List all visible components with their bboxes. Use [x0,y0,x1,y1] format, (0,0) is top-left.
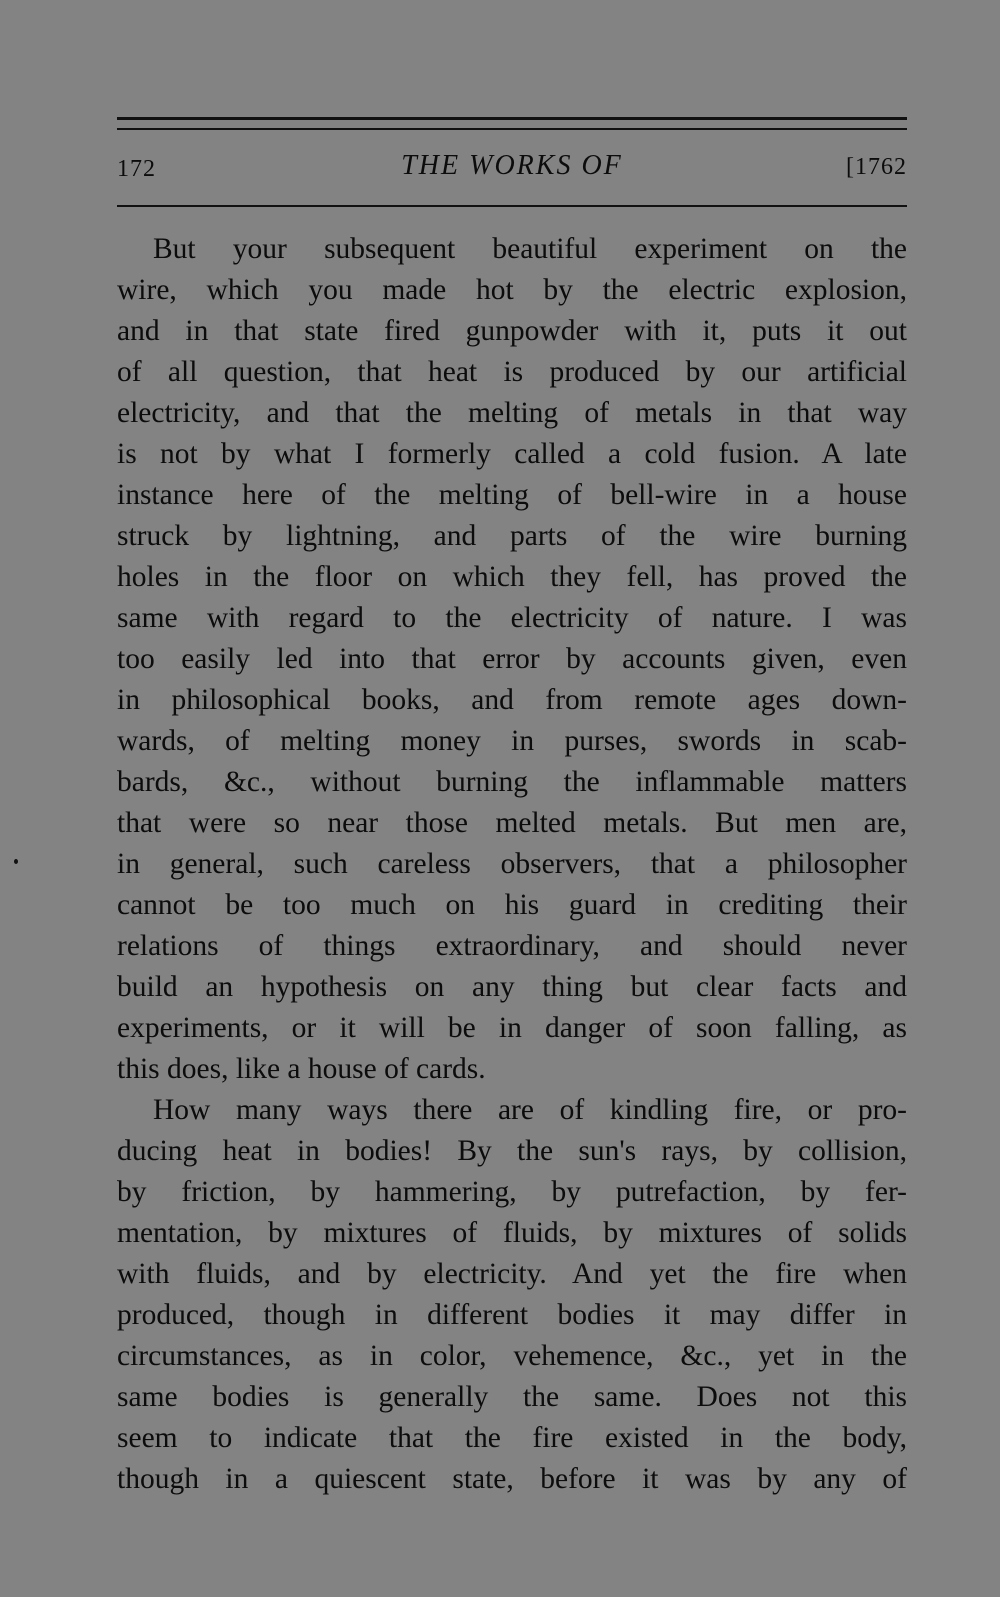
running-year: [1762 [846,154,907,180]
header-rule-second [117,128,907,130]
text-line: struck by lightning, and parts of the wire burning [117,520,907,552]
text-line: But your subsequent beautiful experiment on the [153,233,907,265]
text-line: cannot be too much on his guard in crediting their [117,889,907,921]
text-line: in general, such careless observers, that a philosopher [117,848,907,880]
text-line: electricity, and that the melting of metals in that way [117,397,907,429]
text-line: instance here of the melting of bell-wire in a house [117,479,907,511]
running-title: THE WORKS OF [401,150,623,181]
body-text [117,229,907,1500]
text-line: same bodies is generally the same. Does not this [117,1381,907,1413]
margin-speck [14,859,18,864]
text-line: same with regard to the electricity of nature. I was [117,602,907,634]
paragraph-1 [117,229,907,1090]
text-line: is not by what I formerly called a cold fusion. A late [117,438,907,470]
text-line: and in that state fired gunpowder with it, puts it out [117,315,907,347]
text-line: wards, of melting money in purses, swords in scab- [117,725,907,757]
running-head [117,150,907,190]
text-line: with fluids, and by electricity. And yet the fire when [117,1258,907,1290]
text-line: build an hypothesis on any thing but clear facts and [117,971,907,1003]
text-line: that were so near those melted metals. But men are, [117,807,907,839]
text-line: mentation, by mixtures of fluids, by mixtures of solids [117,1217,907,1249]
text-line: too easily led into that error by accounts given, even [117,643,907,675]
page-number: 172 [117,156,156,182]
text-line: experiments, or it will be in danger of soon falling, as [117,1012,907,1044]
header-rule-top [117,117,907,120]
text-line: bards, &c., without burning the inflammable matters [117,766,907,798]
text-line: circumstances, as in color, vehemence, &c., yet in the [117,1340,907,1372]
text-line: in philosophical books, and from remote ages down- [117,684,907,716]
header-rule-bottom [117,205,907,207]
text-line: How many ways there are of kindling fire, or pro- [153,1094,907,1126]
text-line: seem to indicate that the fire existed in the body, [117,1422,907,1454]
text-line: by friction, by hammering, by putrefaction, by fer- [117,1176,907,1208]
text-line: wire, which you made hot by the electric explosion, [117,274,907,306]
text-line: holes in the floor on which they fell, has proved the [117,561,907,593]
paragraph-2 [117,1090,907,1500]
text-line: of all question, that heat is produced by our artificial [117,356,907,388]
text-line: this does, like a house of cards. [117,1053,486,1085]
text-line: relations of things extraordinary, and should never [117,930,907,962]
text-line: ducing heat in bodies! By the sun's rays, by collision, [117,1135,907,1167]
text-line: produced, though in different bodies it may differ in [117,1299,907,1331]
text-line: though in a quiescent state, before it was by any of [117,1463,907,1495]
